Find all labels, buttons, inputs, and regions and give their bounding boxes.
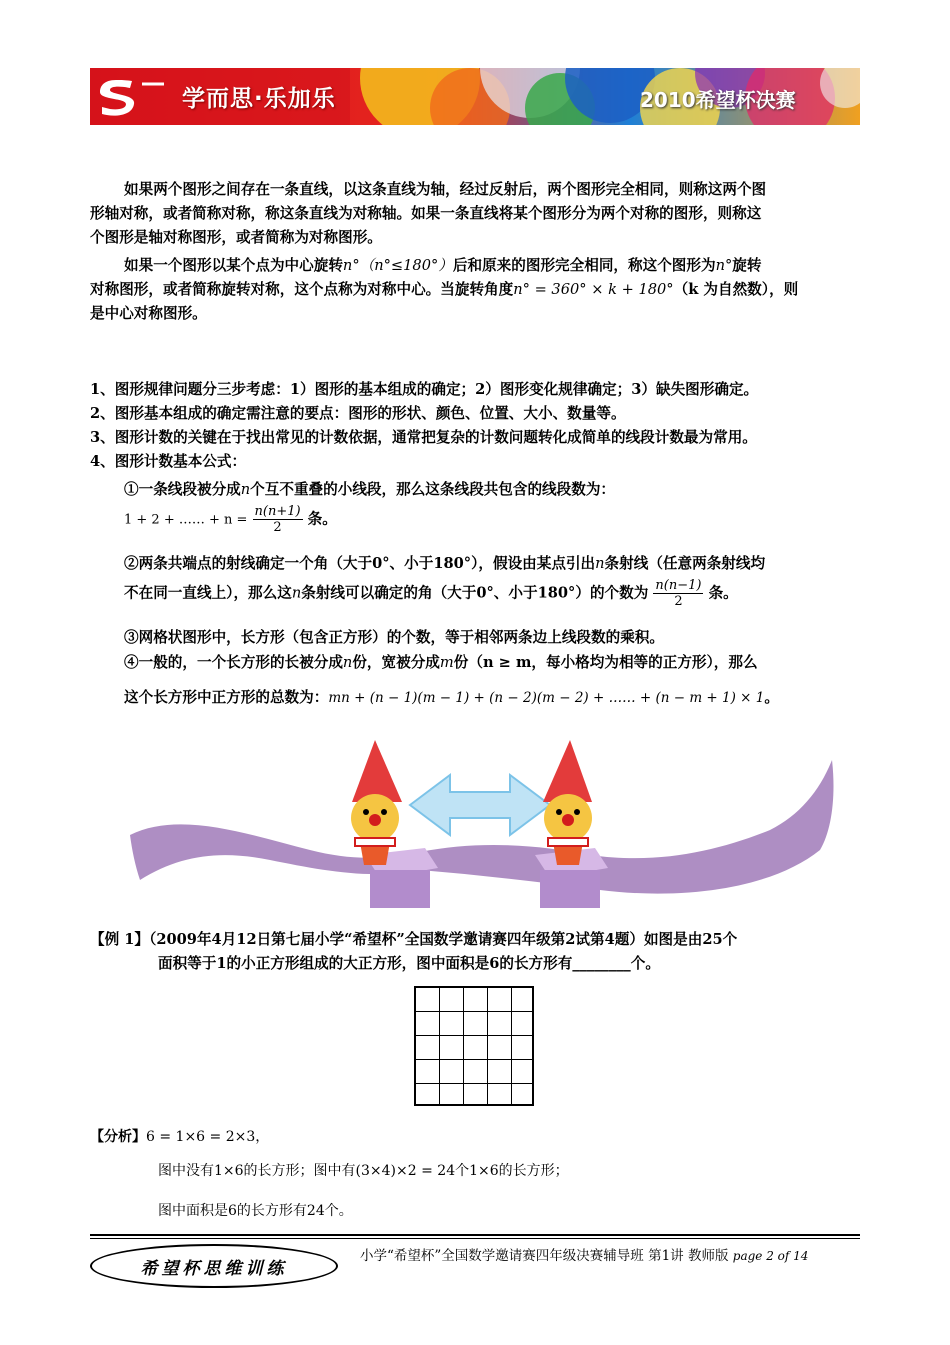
analysis-line1 bbox=[90, 1126, 269, 1146]
formula-4-n: n bbox=[342, 654, 353, 671]
answer-blank: ________ bbox=[572, 955, 631, 972]
formula-2-fraction bbox=[653, 578, 703, 609]
intro-p2-line3: 是中心对称图形。 bbox=[90, 305, 207, 322]
formula-4-expression: mn + (n − 1)(m − 1) + (n − 2)(m − 2) + …… + (n − m + 1) × 1 bbox=[328, 690, 765, 706]
point-3: 3、图形计数的关键在于找出常见的计数依据，通常把复杂的计数问题转化成简单的线段计数最为常用。 bbox=[90, 429, 757, 446]
formula-2-a: ②两条共端点的射线确定一个角（大于0°、小于180°），假设由某点引出 bbox=[124, 555, 596, 572]
footer-divider-thin bbox=[90, 1238, 860, 1239]
footer-course-info: 小学“希望杯”全国数学邀请赛四年级决赛辅导班 第1讲 教师版 bbox=[360, 1248, 729, 1264]
point-4: 4、图形计数基本公式： bbox=[90, 453, 247, 470]
formula-2-line2 bbox=[124, 578, 899, 609]
analysis-line2: 图中没有1×6的长方形；图中有(3×4)×2 = 24个1×6的长方形； bbox=[158, 1163, 569, 1179]
example-1-question: （2009年4月12日第七届小学“希望杯”全国数学邀请赛四年级第2试第4题）如图是由25个 bbox=[149, 931, 738, 948]
formula-1-unit: 条。 bbox=[307, 510, 337, 528]
formula-4-c: 份（n ≥ m，每小格均为相等的正方形），那么 bbox=[453, 654, 758, 671]
contest-title: 2010希望杯决赛 bbox=[640, 88, 796, 112]
formula-2-denominator: 2 bbox=[674, 594, 683, 609]
formula-4-end: 。 bbox=[764, 689, 779, 706]
intro-p2-rotation: n°（n°≤180°） bbox=[342, 257, 453, 274]
formula-2-line1 bbox=[124, 552, 899, 573]
brand-logo-icon bbox=[96, 76, 168, 122]
example-1-line1 bbox=[90, 928, 865, 949]
intro-p1-line2: 形轴对称，或者简称对称，称这条直线为对称轴。如果一条直线将某个图形分为两个对称的图形，则称这 bbox=[90, 205, 762, 222]
intro-p1-line1: 如果两个图形之间存在一条直线，以这条直线为轴，经过反射后，两个图形完全相同，则称这两个图 bbox=[124, 181, 767, 198]
formula-4-line2 bbox=[124, 686, 899, 707]
intro-p2-text-c: 后和原来的图形完全相同，称这个图形为 bbox=[452, 257, 716, 274]
formula-4-m: m bbox=[439, 654, 454, 671]
formula-4-d: 这个长方形中正方形的总数为： bbox=[124, 689, 329, 706]
point-2: 2、图形基本组成的确定需注意的要点：图形的形状、颜色、位置、大小、数量等。 bbox=[90, 405, 626, 422]
formula-1-fraction bbox=[253, 504, 303, 535]
formula-2-n: n bbox=[595, 555, 605, 572]
analysis-line3: 图中面积是6的长方形有24个。 bbox=[158, 1203, 353, 1219]
intro-p2-angle-formula: n° = 360° × k + 180° bbox=[513, 281, 674, 298]
formula-1-numerator: n(n+1) bbox=[254, 504, 301, 519]
formula-1-expression bbox=[124, 504, 899, 535]
formula-4-b: 份，宽被分成 bbox=[352, 654, 440, 671]
brand-name: 学而思·乐加乐 bbox=[182, 86, 336, 112]
clowns-illustration bbox=[120, 740, 860, 910]
analysis-label: 【分析】 bbox=[90, 1129, 146, 1145]
formula-2-c: 不在同一直线上），那么这 bbox=[124, 584, 292, 602]
intro-p2-line1 bbox=[124, 254, 899, 275]
formula-1-denominator: 2 bbox=[273, 520, 282, 535]
formula-4-line1 bbox=[124, 651, 899, 672]
footer-divider bbox=[90, 1234, 860, 1236]
five-by-five-grid bbox=[414, 986, 534, 1106]
footer-info bbox=[360, 1244, 808, 1264]
page-number: page 2 of 14 bbox=[732, 1249, 809, 1263]
formula-1-text bbox=[124, 478, 899, 499]
formula-1-a: ①一条线段被分成 bbox=[124, 481, 241, 498]
example-1-unit: 个。 bbox=[630, 955, 660, 972]
intro-p2-line2-text: 对称图形，或者简称旋转对称，这个点称为对称中心。当旋转角度 bbox=[90, 281, 514, 298]
formula-3: ③网格状图形中，长方形（包含正方形）的个数，等于相邻两条边上线段数的乘积。 bbox=[124, 629, 664, 646]
footer-badge: 希望杯思维训练 bbox=[90, 1244, 338, 1288]
intro-p2-text-a: 如果一个图形以某个点为中心旋转 bbox=[124, 257, 343, 274]
formula-2-numerator: n(n−1) bbox=[655, 578, 702, 593]
intro-p2-line2-tail: （k 为自然数），则 bbox=[673, 281, 799, 298]
point-1: 1、图形规律问题分三步考虑：1）图形的基本组成的确定；2）图形变化规律确定；3）缺失图形确定。 bbox=[90, 381, 759, 398]
formula-2-e: 条射线可以确定的角（大于0°、小于180°）的个数为 bbox=[301, 584, 649, 602]
intro-p1-line3: 个图形是轴对称图形，或者简称为对称图形。 bbox=[90, 229, 382, 246]
example-label: 【例 1】 bbox=[90, 931, 150, 948]
formula-2-unit: 条。 bbox=[708, 584, 738, 602]
formula-2-b: 条射线（任意两条射线均 bbox=[604, 555, 766, 572]
intro-p2-line2 bbox=[90, 278, 865, 299]
intro-p2-degree: n° bbox=[715, 257, 733, 274]
example-1-line2 bbox=[158, 952, 933, 973]
formula-1-n: n bbox=[240, 481, 251, 498]
analysis-equation: 6 = 1×6 = 2×3， bbox=[146, 1129, 270, 1145]
formula-2-d: n bbox=[291, 584, 302, 602]
formula-1-b: 个互不重叠的小线段，那么这条线段共包含的线段数为： bbox=[250, 481, 616, 498]
example-1-text: 面积等于1的小正方形组成的大正方形，图中面积是6的长方形有 bbox=[158, 955, 573, 972]
formula-1-sum: 1 + 2 + …… + n = bbox=[124, 512, 248, 528]
formula-4-a: ④一般的，一个长方形的长被分成 bbox=[124, 654, 343, 671]
intro-p2-text-e: 旋转 bbox=[732, 257, 762, 274]
